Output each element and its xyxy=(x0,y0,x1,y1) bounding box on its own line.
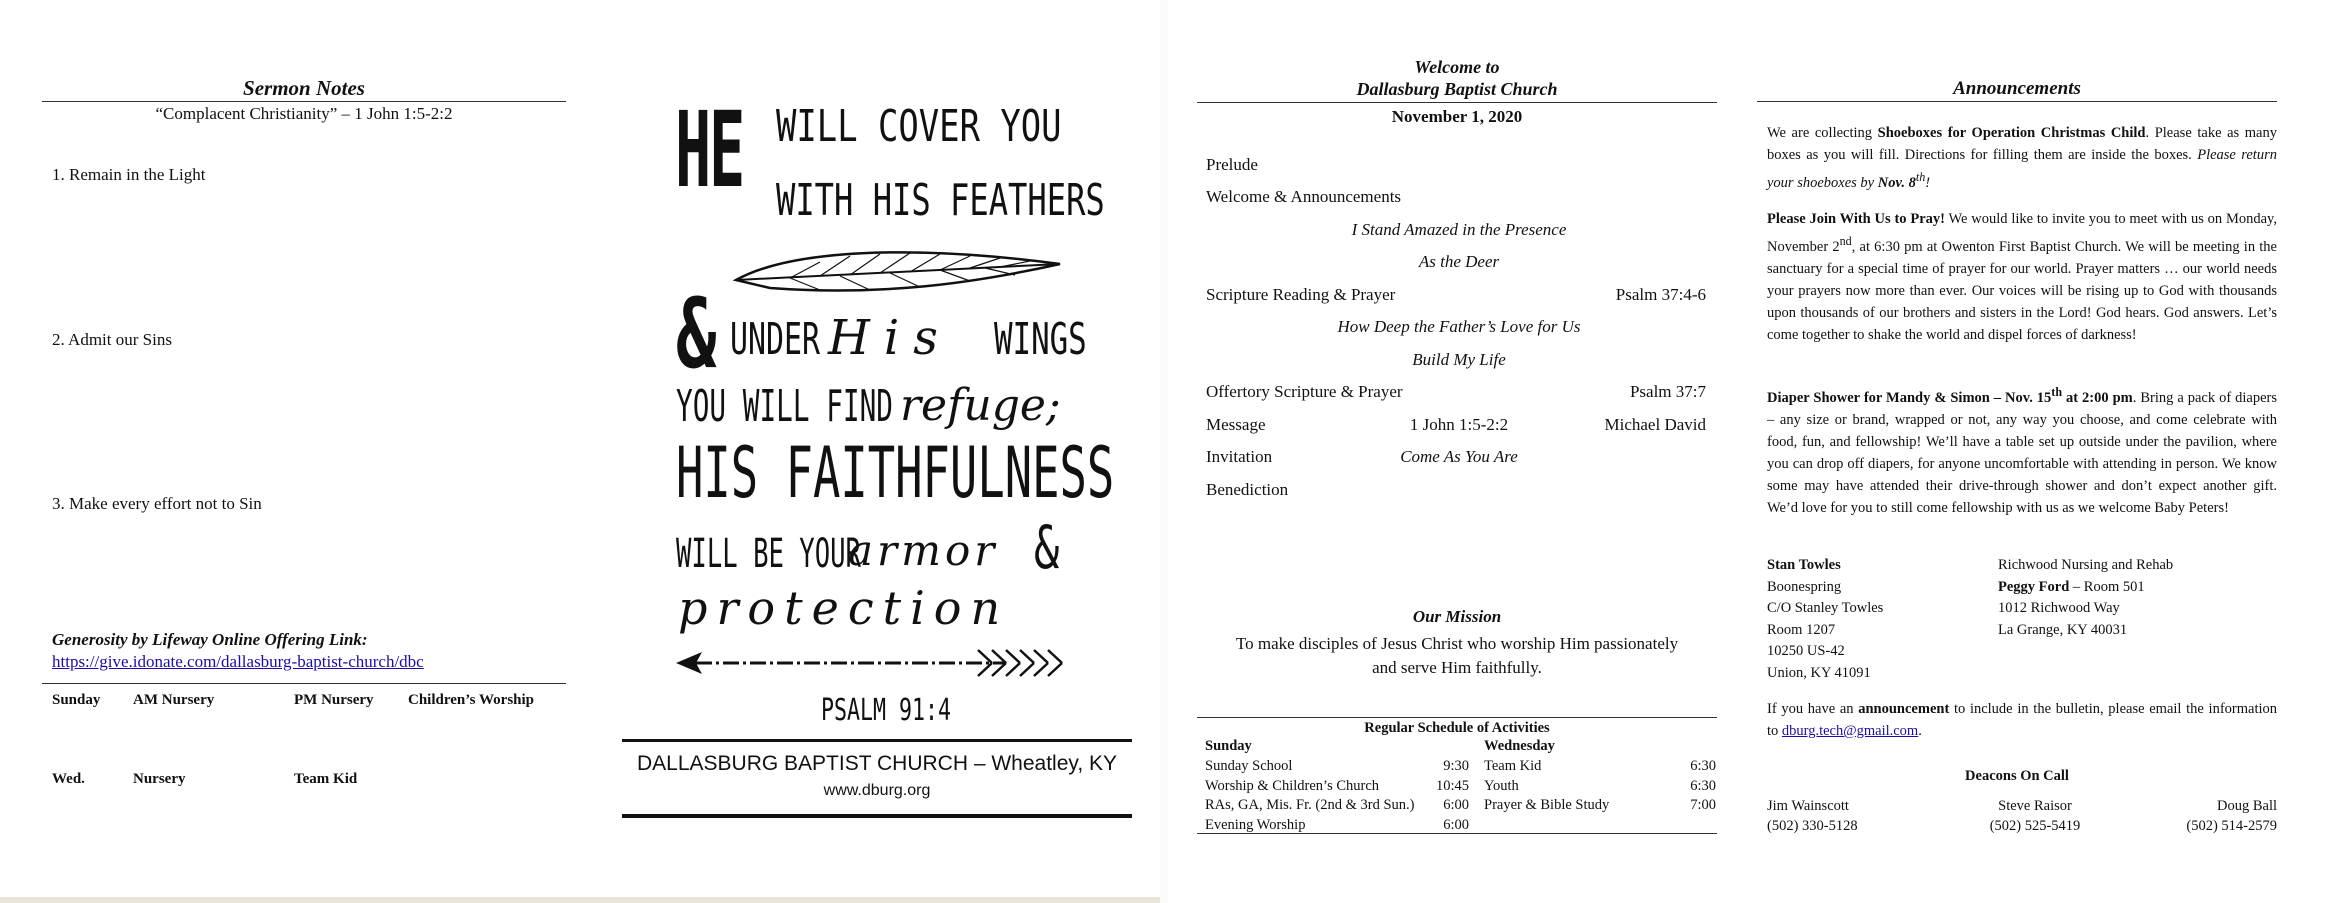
activity-time: 6:00 xyxy=(1443,797,1469,813)
diaper-text: . Bring a pack of diapers – any size or brand, wrapped or not, any way you choose, and come celebrate with food, fun, and fellowship! We’ll have a table set up outside under the pavilion, where you can drop off diapers, for anyone uncomfortable with attending in person. We know some may have attended their drive-through shower and don’t expect another gift. We’d love for you to still come fellowship with us as we welcome Baby Peters! xyxy=(1767,389,2277,516)
prayer-text: , at 6:30 pm at Owenton First Baptist Church. We will be meeting in the sanctuary for a special time of prayer for our world. Prayer matters … our world needs your prayers now more than ever. Our voices will be rising up to God with thousands upon thousands of our brothers and sisters in the Lord! God hears. God answers. Let’s come together to shake the world and dispel forces of darkness! xyxy=(1767,238,2277,343)
order-item-song: Come As You Are xyxy=(1400,447,1518,466)
deacon-entry xyxy=(2130,796,2277,836)
shoebox-text: . Please take as many boxes as you will fill. Directions for filling them are inside the boxes. xyxy=(1767,125,2277,163)
mission-statement xyxy=(1197,632,1717,680)
deacon-entry xyxy=(1980,796,2090,836)
address-line: 10250 US-42 xyxy=(1767,643,1845,660)
announcements-rule xyxy=(1757,101,2277,102)
diaper-time: at 2:00 pm xyxy=(2062,389,2133,406)
sermon-notes-rule xyxy=(42,101,566,102)
welcome-title-line-1: Welcome to xyxy=(1414,57,1500,77)
cover-refuge-script: refuge; xyxy=(900,380,1061,431)
schedule-wednesday-header: Wednesday xyxy=(1484,738,1555,754)
nursery-pm: PM Nursery xyxy=(294,692,374,708)
deacon-phone: (502) 330-5128 xyxy=(1767,818,1858,834)
wednesday-schedule xyxy=(1484,757,1716,816)
address-stan-towles xyxy=(1767,555,1987,685)
schedule-row xyxy=(1205,796,1469,816)
deacon-name: Doug Ball xyxy=(2216,798,2277,814)
nursery-am: AM Nursery xyxy=(133,692,215,708)
cover-ampersand-2: & xyxy=(1034,513,1060,583)
prayer-heading: Please Join With Us to Pray! xyxy=(1767,211,1945,227)
activity-time: 6:30 xyxy=(1690,777,1716,794)
address-line: Union, KY 41091 xyxy=(1767,664,1871,681)
order-item-label: Prelude xyxy=(1206,155,1258,174)
schedule-row xyxy=(1205,777,1469,797)
schedule-row xyxy=(1484,796,1716,816)
order-item-label: Welcome & Announcements xyxy=(1206,187,1402,206)
diaper-heading: Diaper Shower for Mandy & Simon – Nov. 15 xyxy=(1767,389,2052,406)
cover-under: UNDER xyxy=(730,314,821,365)
activity-name: Youth xyxy=(1484,777,1519,794)
shoebox-date-suffix: th xyxy=(1915,170,1926,184)
order-item-label: Scripture Reading & Prayer xyxy=(1206,285,1396,304)
schedule-row xyxy=(1205,757,1469,777)
announcement-shoebox xyxy=(1767,122,2277,194)
order-item-label: Message xyxy=(1206,415,1266,434)
nursery-rule xyxy=(42,683,566,684)
activity-name: Prayer & Bible Study xyxy=(1484,797,1610,813)
order-item-scripture: 1 John 1:5-2:2 xyxy=(1409,415,1509,434)
email-keyword: announcement xyxy=(1858,701,1950,717)
cover-faithfulness: HIS FAITHFULNESS xyxy=(676,432,1115,514)
schedule-title: Regular Schedule of Activities xyxy=(1364,720,1550,736)
email-text: to include in the bulletin, please email the information to xyxy=(1767,701,2277,739)
deacons-title: Deacons On Call xyxy=(1965,768,2069,784)
nursery-team-kid: Team Kid xyxy=(294,771,358,787)
church-name: DALLASBURG BAPTIST CHURCH – Wheatley, KY xyxy=(636,752,1118,775)
order-item-label: Invitation xyxy=(1206,447,1273,466)
order-item-reference: Psalm 37:7 xyxy=(1629,382,1706,401)
announcement-prayer xyxy=(1767,208,2277,346)
announcement-email-info xyxy=(1767,698,2277,742)
nursery-wed: Nursery xyxy=(133,771,186,787)
cover-will-be: WILL BE YOUR xyxy=(676,531,861,577)
sermon-notes-subtitle: “Complacent Christianity” – 1 John 1:5-2:2 xyxy=(155,104,453,123)
address-line: Boonespring xyxy=(1767,578,1842,595)
address-line: La Grange, KY 40031 xyxy=(1998,621,2128,638)
mission-line-1: To make disciples of Jesus Christ who worship Him passionately xyxy=(1235,634,1679,653)
deacon-phone: (502) 514-2579 xyxy=(2186,818,2277,834)
deacon-entry xyxy=(1767,796,1858,836)
address-peggy-ford xyxy=(1998,555,2258,641)
cover-psalm-reference: PSALM 91:4 xyxy=(821,693,952,728)
sermon-point-1: 1. Remain in the Light xyxy=(52,165,206,184)
cover-armor-script: armor xyxy=(848,526,999,575)
nursery-day-sunday: Sunday xyxy=(52,692,101,708)
cover-ampersand: & xyxy=(676,278,717,390)
schedule-rule-bottom xyxy=(1197,833,1717,834)
nursery-childrens-worship: Children’s Worship xyxy=(408,692,535,708)
address-name: Peggy Ford xyxy=(1998,578,2070,595)
announcements-title: Announcements xyxy=(1953,78,2081,99)
email-text: If you have an xyxy=(1767,701,1859,717)
activity-time: 7:00 xyxy=(1690,797,1716,813)
welcome-title-line-2: Dallasburg Baptist Church xyxy=(1356,79,1558,99)
order-item-reference: Psalm 37:4-6 xyxy=(1615,285,1706,304)
sermon-point-3: 3. Make every effort not to Sin xyxy=(52,494,262,513)
order-item-song: Build My Life xyxy=(1412,350,1506,369)
sunday-schedule xyxy=(1205,757,1469,835)
offering-link[interactable]: https://give.idonate.com/dallasburg-baptist-church/dbc xyxy=(52,652,424,671)
announcement-diaper-shower xyxy=(1767,381,2277,519)
generosity-title: Generosity by Lifeway Online Offering Link: xyxy=(52,630,368,649)
shoebox-heading: Shoeboxes for Operation Christmas Child xyxy=(1877,125,2146,141)
deacon-name: Steve Raisor xyxy=(1998,798,2072,814)
address-line: 1012 Richwood Way xyxy=(1998,600,2120,617)
diaper-date-suffix: th xyxy=(2051,385,2063,399)
address-line: C/O Stanley Towles xyxy=(1767,600,1884,617)
order-item-song: As the Deer xyxy=(1418,252,1500,271)
address-line: Room 1207 xyxy=(1767,621,1836,638)
address-room: – Room 501 xyxy=(2069,578,2145,595)
cover-his-script: His xyxy=(828,310,952,366)
page-divider xyxy=(1160,0,1168,903)
banner-rule-bottom xyxy=(622,814,1132,818)
cover-line-2: WITH HIS FEATHERS xyxy=(776,175,1105,226)
shoebox-end: ! xyxy=(1925,174,1931,191)
welcome-title xyxy=(1197,56,1717,100)
activity-name: Sunday School xyxy=(1205,758,1293,774)
schedule-row xyxy=(1484,777,1716,797)
address-name: Stan Towles xyxy=(1767,557,1841,573)
order-item-song: How Deep the Father’s Love for Us xyxy=(1337,317,1581,336)
cover-protection-script: protection xyxy=(678,581,1010,635)
cover-he: HE xyxy=(675,89,743,211)
nursery-day-wed: Wed. xyxy=(52,771,85,787)
shoebox-text: We are collecting xyxy=(1767,125,1878,141)
activity-name: RAs, GA, Mis. Fr. (2nd & 3rd Sun.) xyxy=(1205,797,1415,813)
sermon-point-2: 2. Admit our Sins xyxy=(52,330,172,349)
church-website: www.dburg.org xyxy=(823,782,931,799)
activity-name: Evening Worship xyxy=(1205,816,1306,833)
schedule-sunday-header: Sunday xyxy=(1205,738,1252,754)
deacon-phone: (502) 525-5419 xyxy=(1989,818,2081,834)
page-bottom-strip xyxy=(0,897,1160,903)
schedule-row xyxy=(1484,757,1716,777)
address-line: Richwood Nursing and Rehab xyxy=(1998,557,2174,573)
cover-wings: WINGS xyxy=(994,314,1087,365)
order-item-song: I Stand Amazed in the Presence xyxy=(1351,220,1567,239)
activity-time: 6:00 xyxy=(1443,816,1469,833)
prayer-date-suffix: nd xyxy=(1839,234,1852,248)
cover-find: YOU WILL FIND xyxy=(676,381,893,432)
mission-title: Our Mission xyxy=(1412,607,1502,626)
activity-time: 10:45 xyxy=(1435,777,1469,794)
feather-icon xyxy=(730,244,1065,304)
arrow-icon xyxy=(676,648,1070,678)
email-link[interactable]: dburg.tech@gmail.com xyxy=(1781,723,1919,739)
shoebox-date: Nov. 8 xyxy=(1877,174,1916,191)
order-item-speaker: Michael David xyxy=(1604,415,1706,434)
sermon-notes-title: Sermon Notes xyxy=(243,76,365,100)
order-item-label: Offertory Scripture & Prayer xyxy=(1206,382,1403,401)
cover-line-1: WILL COVER YOU xyxy=(776,101,1062,152)
email-end: . xyxy=(1918,723,1922,739)
service-date: November 1, 2020 xyxy=(1391,107,1523,126)
activity-time: 6:30 xyxy=(1690,758,1716,774)
order-item-label: Benediction xyxy=(1206,480,1289,499)
prayer-text: We would like to invite you to meet with us on Monday, November 2 xyxy=(1767,211,2277,255)
church-banner xyxy=(622,738,1132,808)
welcome-rule xyxy=(1197,102,1717,103)
deacon-name: Jim Wainscott xyxy=(1767,798,1849,814)
schedule-rule-top xyxy=(1197,717,1717,718)
shoebox-return-note: Please return your shoeboxes by xyxy=(1767,147,2277,191)
mission-line-2: and serve Him faithfully. xyxy=(1372,658,1542,677)
activity-name: Worship & Children’s Church xyxy=(1205,777,1380,794)
activity-time: 9:30 xyxy=(1443,758,1469,774)
activity-name: Team Kid xyxy=(1484,758,1542,774)
